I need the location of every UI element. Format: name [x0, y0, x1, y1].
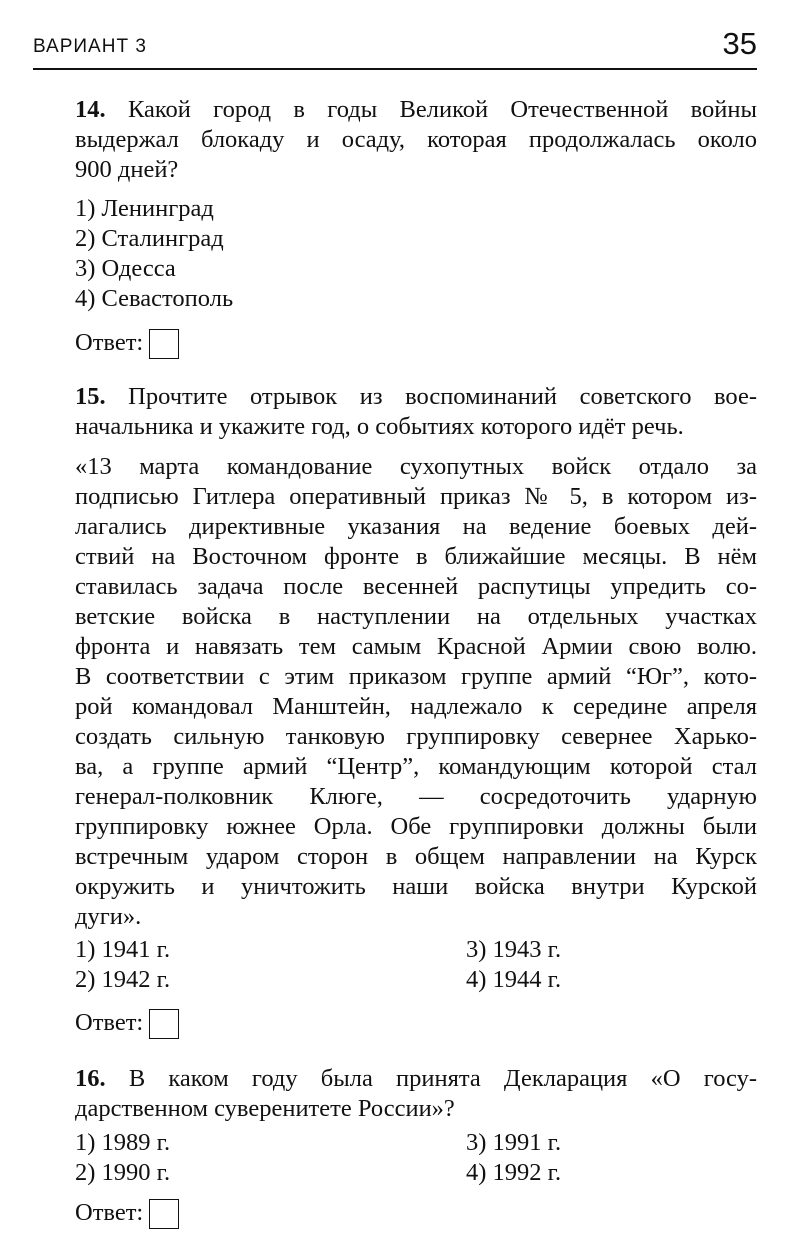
quote-line: В соответствии с этим приказом группе армий “Юг”, кото-: [75, 663, 757, 690]
question-15-quote: [75, 452, 757, 932]
quote-line: фронта и навязать тем самым Красной Армии свою волю.: [75, 633, 757, 660]
question-16-line-2: дарственном суверенитете России»?: [75, 1095, 455, 1122]
quote-line: рой командовал Манштейн, надлежало к середине апреля: [75, 693, 757, 720]
quote-line: ствий на Восточном фронте в ближайшие месяцы. В нём: [75, 543, 757, 570]
quote-line: генерал-полковник Клюге, — сосредоточить ударную: [75, 783, 757, 810]
question-14-option-4: 4) Севастополь: [75, 285, 234, 312]
question-15-option-2: 2) 1942 г.: [75, 966, 171, 993]
question-16-option-3: 3) 1991 г.: [466, 1129, 562, 1156]
question-16-option-1: 1) 1989 г.: [75, 1129, 171, 1156]
question-15-answer-label: Ответ:: [75, 1009, 144, 1036]
quote-line: «13 марта командование сухопутных войск отдало за: [75, 453, 757, 480]
question-14-answer-box[interactable]: [149, 329, 179, 359]
quote-line: дуги».: [75, 903, 142, 930]
page-header: [33, 24, 757, 70]
question-15-option-1: 1) 1941 г.: [75, 936, 171, 963]
question-15-answer: [75, 1008, 179, 1039]
question-14-line-3: 900 дней?: [75, 156, 179, 183]
question-14-line-2: выдержал блокаду и осаду, которая продолжалась около: [75, 126, 757, 153]
question-14-text: [75, 95, 757, 185]
quote-line: окружить и уничтожить наши войска внутри Курской: [75, 873, 757, 900]
question-15-option-4: 4) 1944 г.: [466, 966, 562, 993]
question-14-number: 14.: [75, 96, 106, 123]
question-15-line-2: начальника и укажите год, о событиях которого идёт речь.: [75, 413, 684, 440]
quote-line: группировку южнее Орла. Обе группировки должны были: [75, 813, 757, 840]
question-15-answer-box[interactable]: [149, 1009, 179, 1039]
quote-line: подписью Гитлера оперативный приказ № 5, в котором из-: [75, 483, 757, 510]
question-15-option-3: 3) 1943 г.: [466, 936, 562, 963]
question-16-option-4: 4) 1992 г.: [466, 1159, 562, 1186]
question-15-number: 15.: [75, 383, 106, 410]
variant-label: ВАРИАНТ 3: [33, 36, 147, 57]
question-16-text: [75, 1064, 757, 1124]
question-14-answer-label: Ответ:: [75, 329, 144, 356]
page-number: 35: [722, 26, 757, 61]
question-16-number: 16.: [75, 1065, 106, 1092]
question-15-line-1: 15. Прочтите отрывок из воспоминаний советского вое-: [75, 383, 757, 410]
question-14-option-1: 1) Ленинград: [75, 195, 214, 222]
question-14-option-3: 3) Одесса: [75, 255, 176, 282]
question-14-option-2: 2) Сталинград: [75, 225, 224, 252]
question-15-text: [75, 382, 757, 442]
question-16-answer-box[interactable]: [149, 1199, 179, 1229]
question-16-answer-label: Ответ:: [75, 1199, 144, 1226]
quote-line: лагались директивные указания на ведение боевых дей-: [75, 513, 757, 540]
quote-line: ва, а группе армий “Центр”, командующим которой стал: [75, 753, 757, 780]
quote-line: ставилась задача после весенней распутицы упредить со-: [75, 573, 757, 600]
quote-line: создать сильную танковую группировку севернее Харько-: [75, 723, 757, 750]
quote-line: ветские войска в наступлении на отдельных участках: [75, 603, 757, 630]
question-14-line-1: 14. Какой город в годы Великой Отечественной войны: [75, 96, 757, 123]
quote-line: встречным ударом сторон в общем направлении на Курск: [75, 843, 757, 870]
question-16-answer: [75, 1198, 179, 1229]
question-16-option-2: 2) 1990 г.: [75, 1159, 171, 1186]
question-14-answer: [75, 328, 179, 359]
question-16-line-1: 16. В каком году была принята Декларация «О госу-: [75, 1065, 758, 1092]
